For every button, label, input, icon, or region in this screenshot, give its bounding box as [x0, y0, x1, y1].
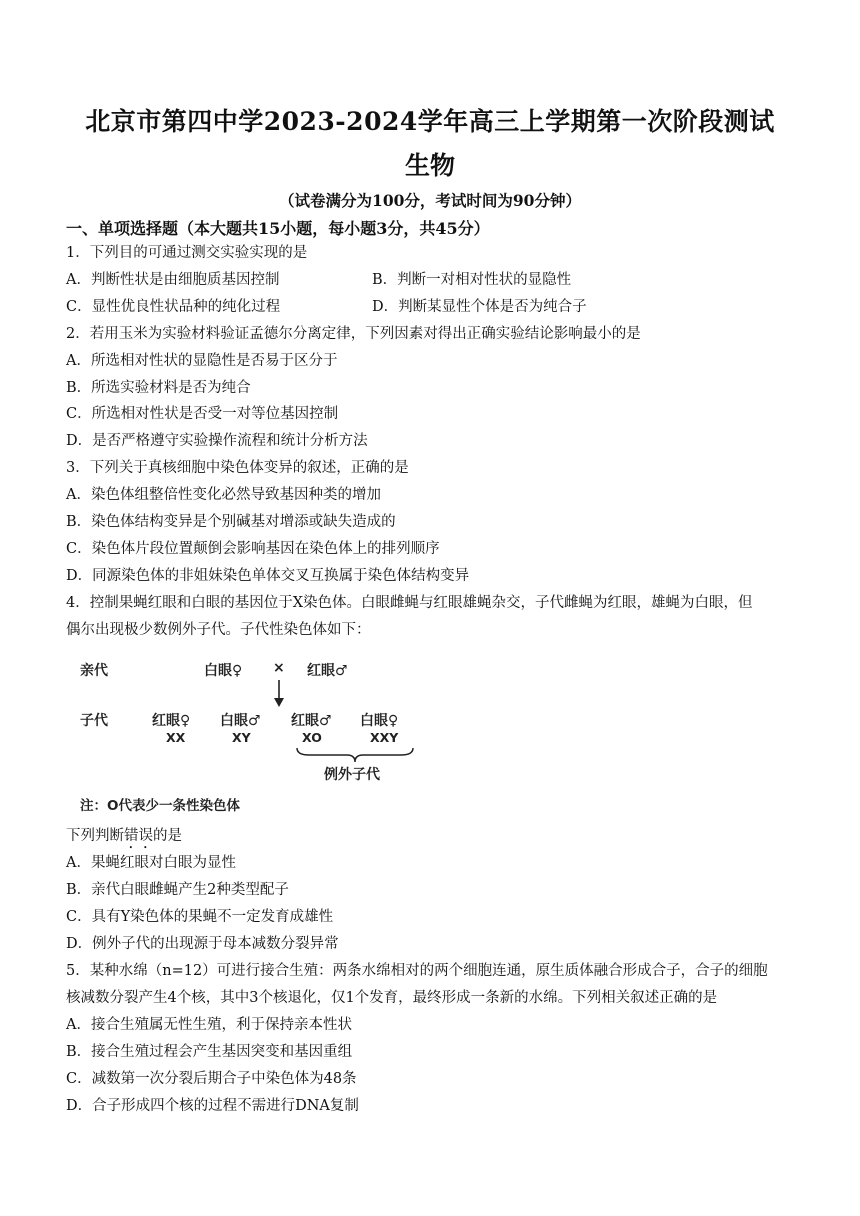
- exam-title: 北京市第四中学2023-2024学年高三上学期第一次阶段测试: [85, 107, 775, 136]
- q4-option-b: B．亲代白眼雌蝇产生2种类型配子: [66, 882, 289, 898]
- fig-parent-female: 白眼♀: [204, 663, 243, 679]
- q3-stem: 3．下列关于真核细胞中染色体变异的叙述，正确的是: [66, 460, 409, 476]
- q4-option-d: D．例外子代的出现源于母本减数分裂异常: [66, 936, 339, 952]
- q1-stem: 1．下列目的可通过测交实验实现的是: [66, 245, 308, 261]
- q3-option-c: C．染色体片段位置颠倒会影响基因在染色体上的排列顺序: [66, 541, 440, 557]
- fig-brace: [295, 746, 415, 764]
- q4-question-emphasis: 错误: [124, 828, 153, 844]
- fig-red-female: 红眼♀: [152, 713, 191, 729]
- q2-stem: 2．若用玉米为实验材料验证孟德尔分离定律，下列因素对得出正确实验结论影响最小的是: [66, 326, 641, 342]
- fig-exception-red-male: 红眼♂: [291, 713, 332, 729]
- q3-option-a: A．染色体组整倍性变化必然导致基因种类的增加: [66, 487, 381, 503]
- fig-exception-white-female-genotype: XXY: [370, 730, 399, 745]
- q1-option-c: C．显性优良性状品种的纯化过程: [66, 299, 281, 315]
- fig-parent-label: 亲代: [80, 663, 108, 679]
- q4-question: [66, 826, 182, 852]
- q4-option-c: C．具有Y染色体的果蝇不一定发育成雄性: [66, 909, 334, 925]
- q2-option-b: B．所选实验材料是否为纯合: [66, 380, 251, 396]
- fig-arrow: [272, 680, 286, 708]
- fig-white-male-genotype: XY: [232, 730, 251, 745]
- q3-option-d: D．同源染色体的非姐妹染色单体交叉互换属于染色体结构变异: [66, 568, 470, 584]
- q5-stem-line1: 5．某种水绵（n=12）可进行接合生殖：两条水绵相对的两个细胞连通，原生质体融合形成合子，合子的细胞: [66, 963, 768, 979]
- fig-exception-red-male-genotype: XO: [302, 730, 322, 745]
- fig-parent-male: 红眼♂: [307, 663, 348, 679]
- q4-stem-line2: 偶尔出现极少数例外子代。子代性染色体如下：: [66, 622, 371, 638]
- fig-red-female-genotype: XX: [166, 730, 186, 745]
- q4-option-a: A．果蝇红眼对白眼为显性: [66, 855, 236, 871]
- q5-option-c: C．减数第一次分裂后期合子中染色体为48条: [66, 1071, 357, 1087]
- q1-option-b: B．判断一对相对性状的显隐性: [372, 272, 572, 288]
- q5-stem-line2: 核减数分裂产生4个核，其中3个核退化，仅1个发育，最终形成一条新的水绵。下列相关叙述正确的是: [66, 990, 718, 1006]
- q5-option-b: B．接合生殖过程会产生基因突变和基因重组: [66, 1044, 353, 1060]
- fig-note: 注：O代表少一条性染色体: [80, 798, 240, 814]
- subject-title: 生物: [404, 151, 455, 180]
- fig-cross-symbol: ×: [273, 660, 285, 676]
- q2-option-d: D．是否严格遵守实验操作流程和统计分析方法: [66, 433, 368, 449]
- q2-option-c: C．所选相对性状是否受一对等位基因控制: [66, 406, 339, 422]
- q4-question-suffix: 的是: [153, 828, 182, 844]
- q3-option-b: B．染色体结构变异是个别碱基对增添或缺失造成的: [66, 514, 396, 530]
- q5-option-d: D．合子形成四个核的过程不需进行DNA复制: [66, 1098, 359, 1114]
- q5-option-a: A．接合生殖属无性生殖，利于保持亲本性状: [66, 1017, 352, 1033]
- q2-option-a: A．所选相对性状的显隐性是否易于区分于: [66, 353, 338, 369]
- q1-option-a: A．判断性状是由细胞质基因控制: [66, 272, 280, 288]
- exam-note: （试卷满分为100分，考试时间为90分钟）: [279, 191, 581, 210]
- q1-option-d: D．判断某显性个体是否为纯合子: [372, 299, 587, 315]
- cross-diagram: [80, 652, 440, 822]
- section-heading: 一、单项选择题（本大题共15小题，每小题3分，共45分）: [66, 219, 490, 238]
- fig-offspring-label: 子代: [80, 713, 108, 729]
- q4-question-prefix: 下列判断: [66, 828, 124, 844]
- fig-white-male: 白眼♂: [220, 713, 261, 729]
- fig-exception-label: 例外子代: [324, 767, 380, 783]
- q4-stem-line1: 4．控制果蝇红眼和白眼的基因位于X染色体。白眼雌蝇与红眼雄蝇杂交，子代雌蝇为红眼，雄蝇为白眼，但: [66, 595, 753, 611]
- fig-exception-white-female: 白眼♀: [360, 713, 399, 729]
